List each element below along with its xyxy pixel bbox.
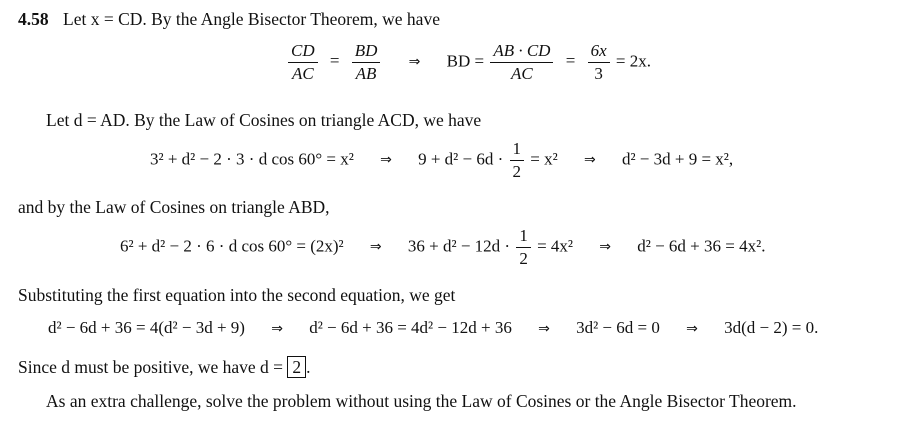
eq2-part1: 3² + d² − 2 · 3 · d cos 60° = x² [150,149,354,169]
eq4-part2: d² − 6d + 36 = 4d² − 12d + 36 [309,318,512,337]
eq3-part2a: 36 + d² − 12d · [407,236,511,256]
eq3-part2b: = 4x² [537,236,574,256]
eq1-lhs: BD = [446,51,485,71]
fraction-bd-ab: $\frac{BD}{AB}$ [352,40,381,85]
eq4-part3: 3d² − 6d = 0 [576,318,660,337]
conclusion-period: . [306,357,311,377]
equation-triangle-abd [120,225,765,270]
problem-number: 4.58 [18,9,49,29]
eq4-part1: d² − 6d + 36 = 4(d² − 3d + 9) [48,318,245,337]
intro-line [18,8,440,30]
fraction-6x-3: $\frac{6x}{3}$ [588,40,610,85]
eq4-part4: 3d(d − 2) = 0. [724,318,819,337]
implies-arrow: ⇒ [538,321,550,337]
conclusion-text: Since d must be positive, we have d = [18,357,284,377]
fraction-cd-ac: $\frac{CD}{AC}$ [288,40,318,85]
intro-text: Let x = CD. By the Angle Bisector Theorem, we have [63,9,440,29]
implies-arrow: ⇒ [408,54,421,71]
extra-challenge-text: As an extra challenge, solve the problem without using the Law of Cosines or the Angle Bisector Theorem. [46,391,797,411]
implies-arrow: ⇒ [380,152,392,169]
fraction-ab-cd-ac: $\frac{AB \cdot CD}{AC}$ [490,40,553,85]
text-substituting: Substituting the first equation into the second equation, we get [18,285,456,305]
fraction-one-half: $\frac{1}{2}$ [510,138,525,183]
text-law-of-cosines-acd: Let d = AD. By the Law of Cosines on triangle ACD, we have [46,110,482,130]
text-law-of-cosines-abd: and by the Law of Cosines on triangle ABD, [18,197,330,217]
implies-arrow: ⇒ [599,239,611,256]
implies-arrow: ⇒ [583,152,596,169]
eq2-part3: d² − 3d + 9 = x², [621,149,734,169]
equation-angle-bisector: $\frac{CD}{AC}$ = $\frac{BD}{AB}$ ⇒ BD = $\frac{AB \cdot CD}{AC}$ = $\frac{6x}{3}$ = 2x. [286,40,651,85]
eq1-result: = 2x. [615,51,651,71]
eq2-part2a: 9 + d² − 6d · [418,149,504,169]
answer-box: 2 [287,356,306,378]
fraction-one-half: $\frac{1}{2}$ [516,225,531,270]
conclusion-line [18,356,311,378]
eq2-part2b: = x² [530,149,558,169]
implies-arrow: ⇒ [369,239,382,256]
implies-arrow: ⇒ [686,321,698,337]
eq3-part1: 6² + d² − 2 · 6 · d cos 60° = (2x)² [120,236,344,256]
eq3-part3: d² − 6d + 36 = 4x². [637,236,766,256]
equation-substitution [48,318,818,338]
implies-arrow: ⇒ [271,321,283,337]
equation-triangle-acd [150,138,733,183]
